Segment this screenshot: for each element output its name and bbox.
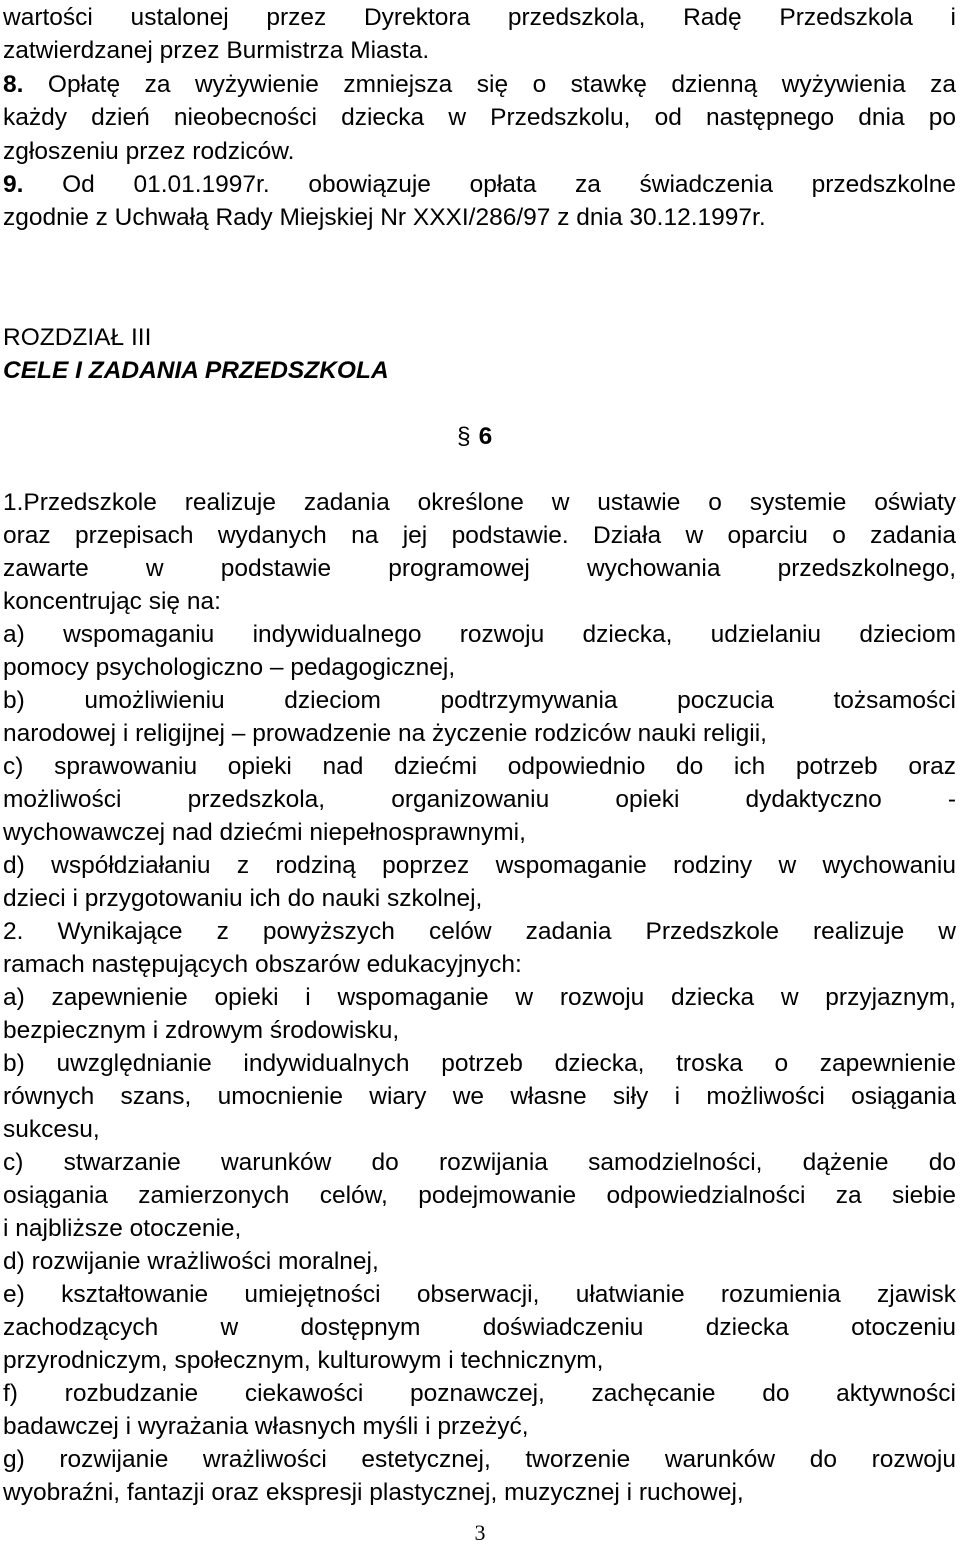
text-line: c) stwarzanie warunków do rozwijania samodzielności, dążenie do <box>3 1149 956 1176</box>
text-line: f) rozbudzanie ciekawości poznawczej, zachęcanie do aktywności <box>3 1380 956 1407</box>
text-line: g) rozwijanie wrażliwości estetycznej, tworzenie warunków do rozwoju <box>3 1446 956 1473</box>
text-line: koncentrując się na: <box>3 588 221 615</box>
text-line: b) umożliwieniu dzieciom podtrzymywania poczucia tożsamości <box>3 687 956 714</box>
text-line: osiągania zamierzonych celów, podejmowanie odpowiedzialności za siebie <box>3 1182 956 1209</box>
section-number: 6 <box>478 423 493 450</box>
item-number: 8. <box>3 71 24 98</box>
text-line: badawczej i wyrażania własnych myśli i przeżyć, <box>3 1413 529 1440</box>
text-line: przyrodniczym, społecznym, kulturowym i technicznym, <box>3 1347 604 1374</box>
text-line: ramach następujących obszarów edukacyjnych: <box>3 951 522 978</box>
text-line: e) kształtowanie umiejętności obserwacji, ułatwianie rozumienia zjawisk <box>3 1281 956 1308</box>
text-line: każdy dzień nieobecności dziecka w Przedszkolu, od następnego dnia po <box>3 104 956 131</box>
text-line: oraz przepisach wydanych na jej podstawie. Działa w oparciu o zadania <box>3 522 956 549</box>
text-line: a) zapewnienie opieki i wspomaganie w rozwoju dziecka w przyjaznym, <box>3 984 956 1011</box>
text-line: możliwości przedszkola, organizowaniu opieki dydaktyczno - <box>3 786 956 813</box>
text-line <box>3 68 956 101</box>
text-line: zatwierdzanej przez Burmistrza Miasta. <box>3 37 430 64</box>
text-line: bezpiecznym i zdrowym środowisku, <box>3 1017 400 1044</box>
chapter-title: CELE I ZADANIA PRZEDSZKOLA <box>3 357 389 384</box>
text-line: d) rozwijanie wrażliwości moralnej, <box>3 1248 379 1275</box>
text-line: i najbliższe otoczenie, <box>3 1215 242 1242</box>
text-line: b) uwzględnianie indywidualnych potrzeb dziecka, troska o zapewnienie <box>3 1050 956 1077</box>
section-heading <box>457 420 492 453</box>
text-line: a) wspomaganiu indywidualnego rozwoju dziecka, udzielaniu dzieciom <box>3 621 956 648</box>
text-line: pomocy psychologiczno – pedagogicznej, <box>3 654 456 681</box>
text-line: 2. Wynikające z powyższych celów zadania Przedszkole realizuje w <box>3 918 956 945</box>
text-line: wartości ustalonej przez Dyrektora przedszkola, Radę Przedszkola i <box>3 4 956 31</box>
chapter-label: ROZDZIAŁ III <box>3 324 152 351</box>
text-line: sukcesu, <box>3 1116 100 1143</box>
text-line: wychowawczej nad dziećmi niepełnosprawnymi, <box>3 819 526 846</box>
text-line <box>3 168 956 201</box>
item-number: 9. <box>3 171 24 198</box>
text-line: narodowej i religijnej – prowadzenie na życzenie rodziców nauki religii, <box>3 720 767 747</box>
item-text: Od 01.01.1997r. obowiązuje opłata za świadczenia przedszkolne <box>23 171 956 198</box>
text-line: 1.Przedszkole realizuje zadania określone w ustawie o systemie oświaty <box>3 489 956 516</box>
text-line: zachodzących w dostępnym doświadczeniu dziecka otoczeniu <box>3 1314 956 1341</box>
section-symbol: § <box>457 423 471 450</box>
item-text: Opłatę za wyżywienie zmniejsza się o stawkę dzienną wyżywienia za <box>23 71 956 98</box>
page-number: 3 <box>474 1520 486 1545</box>
text-line: c) sprawowaniu opieki nad dziećmi odpowiednio do ich potrzeb oraz <box>3 753 956 780</box>
text-line: zgodnie z Uchwałą Rady Miejskiej Nr XXXI/286/97 z dnia 30.12.1997r. <box>3 204 766 231</box>
text-line: zgłoszeniu przez rodziców. <box>3 138 295 165</box>
text-line: równych szans, umocnienie wiary we własne siły i możliwości osiągania <box>3 1083 956 1110</box>
text-line: zawarte w podstawie programowej wychowania przedszkolnego, <box>3 555 956 582</box>
text-line: dzieci i przygotowaniu ich do nauki szkolnej, <box>3 885 483 912</box>
text-line: d) współdziałaniu z rodziną poprzez wspomaganie rodziny w wychowaniu <box>3 852 956 879</box>
text-line: wyobraźni, fantazji oraz ekspresji plastycznej, muzycznej i ruchowej, <box>3 1479 744 1506</box>
